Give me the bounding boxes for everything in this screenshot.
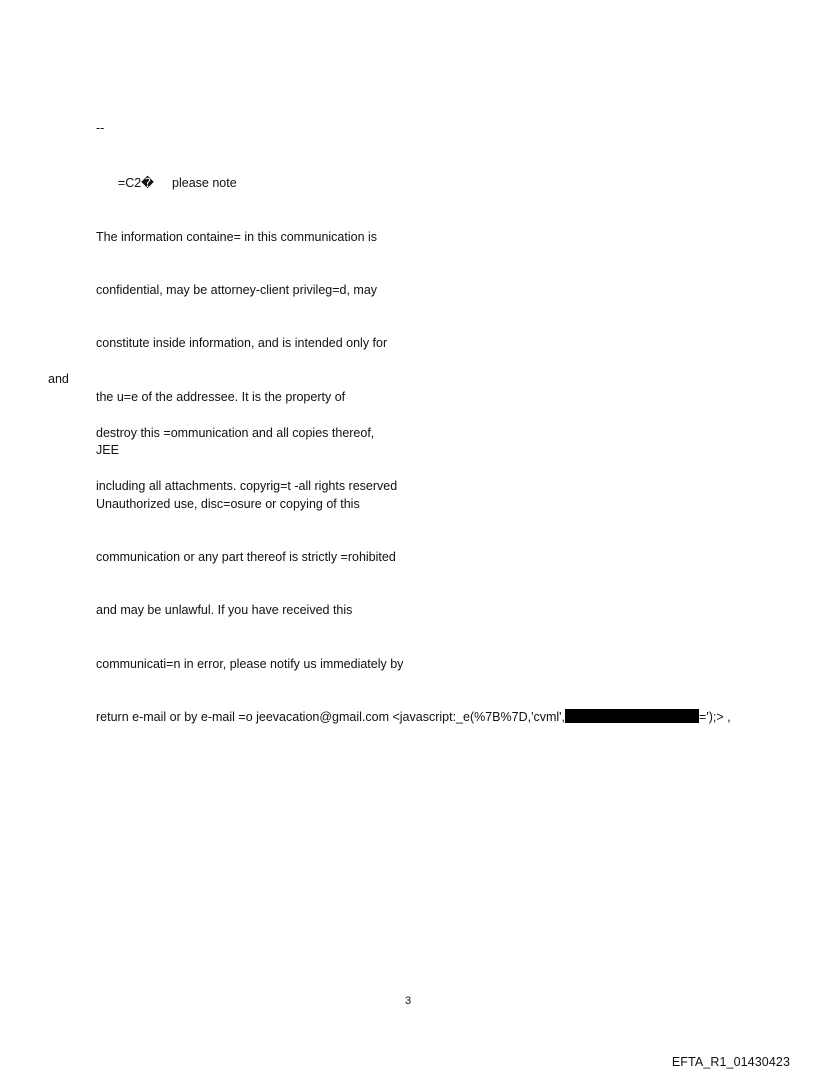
notice-line: and may be unlawful. If you have received this: [96, 603, 353, 618]
email-line-end: =');> ,: [699, 710, 731, 725]
notice-line: constitute inside information, and is intended only for: [96, 336, 388, 351]
notice-line: communication or any part thereof is strictly =rohibited: [96, 549, 396, 564]
closing-line: including all attachments. copyrig=t -all rights reserved: [96, 478, 398, 493]
closing-line: destroy this =ommunication and all copies thereof,: [96, 425, 375, 440]
page-number: 3: [404, 995, 412, 1007]
closing-notice: [96, 389, 397, 531]
email-line: [96, 709, 731, 727]
notice-line: Unauthorized use, disc=osure or copying of this: [96, 496, 360, 511]
notice-line: JEE: [96, 443, 119, 458]
notice-line: confidential, may be attorney-client privileg=d, may: [96, 282, 378, 297]
note-label: please note: [172, 175, 237, 190]
wrapped-word: and: [48, 372, 69, 386]
bates-number: EFTA_R1_01430423: [671, 1055, 790, 1069]
redaction-bar: [565, 709, 699, 723]
email-line-start: return e-mail or by e-mail =o jeevacation@gmail.com <javascript:_e(%7B%7D,'cvml',: [96, 710, 566, 725]
encoded-character: =C2�: [117, 175, 155, 190]
notice-line: The information containe= in this communication is: [96, 229, 378, 244]
signature-separator: --: [96, 121, 105, 135]
notice-line: the u=e of the addressee. It is the property of: [96, 389, 346, 404]
notice-line: communicati=n in error, please notify us immediately by: [96, 656, 404, 671]
